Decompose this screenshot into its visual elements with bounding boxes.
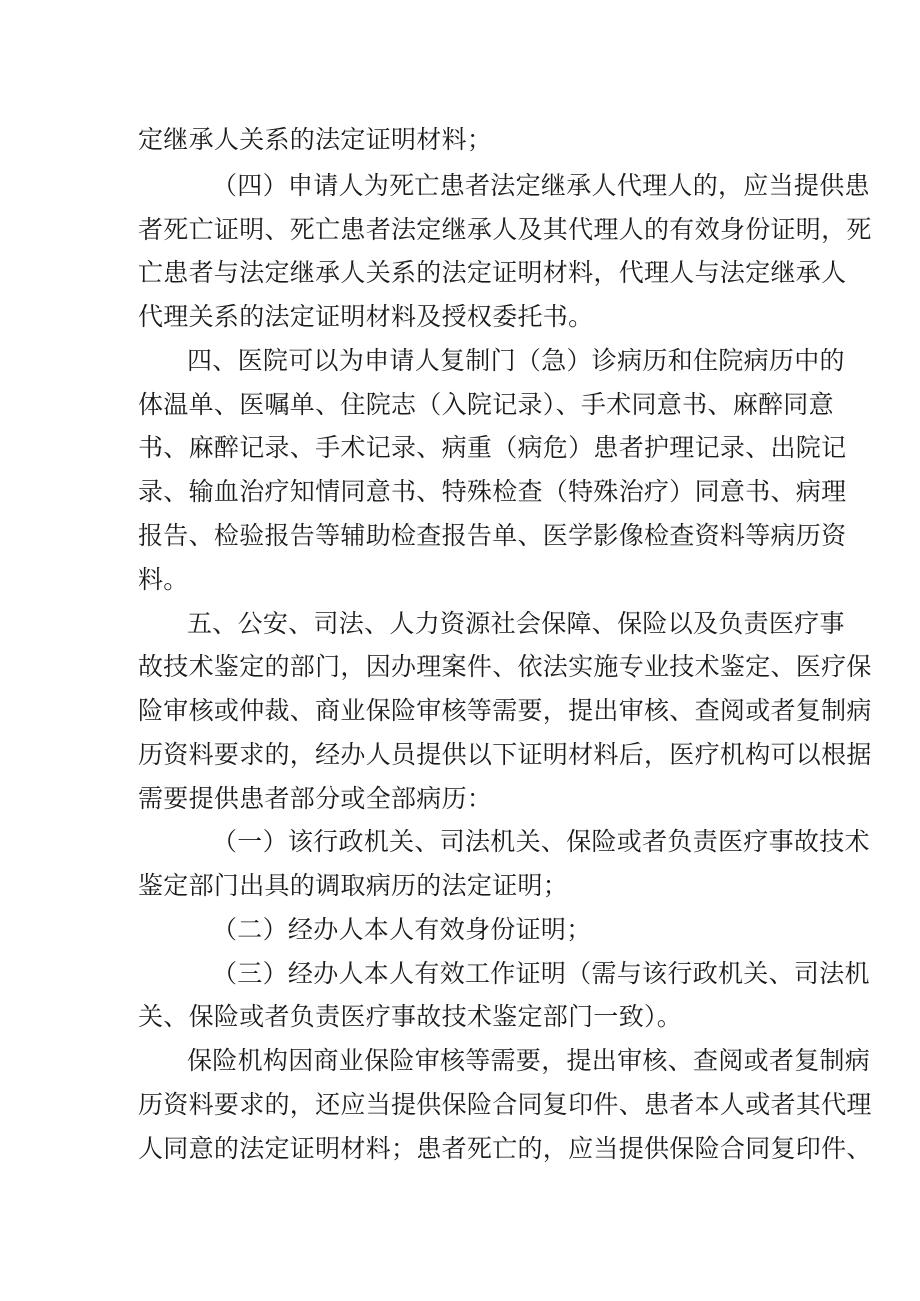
text-line: 人同意的法定证明材料；患者死亡的，应当提供保险合同复印件、: [138, 1134, 872, 1163]
text-line: 需要提供患者部分或全部病历：: [138, 784, 493, 813]
text-line: 四、医院可以为申请人复制门（急）诊病历和住院病历中的: [187, 346, 845, 375]
text-line: 定继承人关系的法定证明材料；: [138, 125, 493, 154]
text-line: 历资料要求的，经办人员提供以下证明材料后，医疗机构可以根据: [138, 740, 872, 769]
text-line: 历资料要求的，还应当提供保险合同复印件、患者本人或者其代理: [138, 1090, 872, 1119]
text-line: （二）经办人本人有效身份证明；: [212, 915, 592, 944]
text-line: 录、输血治疗知情同意书、特殊检查（特殊治疗）同意书、病理: [138, 477, 847, 506]
text-line: 故技术鉴定的部门，因办理案件、依法实施专业技术鉴定、医疗保: [138, 652, 872, 681]
text-line: 保险机构因商业保险审核等需要，提出审核、查阅或者复制病: [187, 1046, 871, 1075]
text-line: （一）该行政机关、司法机关、保险或者负责医疗事故技术: [212, 827, 870, 856]
text-line: 者死亡证明、死亡患者法定继承人及其代理人的有效身份证明，死: [138, 215, 872, 244]
text-line: （四）申请人为死亡患者法定继承人代理人的，应当提供患: [212, 171, 870, 200]
text-line: 鉴定部门出具的调取病历的法定证明；: [138, 871, 569, 900]
text-line: 亡患者与法定继承人关系的法定证明材料，代理人与法定继承人: [138, 258, 847, 287]
text-line: 五、公安、司法、人力资源社会保障、保险以及负责医疗事: [187, 609, 845, 638]
text-line: 关、保险或者负责医疗事故技术鉴定部门一致）。: [138, 1002, 683, 1031]
text-line: （三）经办人本人有效工作证明（需与该行政机关、司法机: [212, 959, 870, 988]
text-line: 险审核或仲裁、商业保险审核等需要，提出审核、查阅或者复制病: [138, 696, 872, 725]
text-line: 报告、检验报告等辅助检查报告单、医学影像检查资料等病历资: [138, 521, 847, 550]
text-line: 体温单、医嘱单、住院志（入院记录）、手术同意书、麻醉同意: [138, 390, 834, 419]
text-line: 书、麻醉记录、手术记录、病重（病危）患者护理记录、出院记: [138, 433, 847, 462]
text-line: 料。: [138, 565, 189, 594]
text-line: 代理关系的法定证明材料及授权委托书。: [138, 302, 594, 331]
